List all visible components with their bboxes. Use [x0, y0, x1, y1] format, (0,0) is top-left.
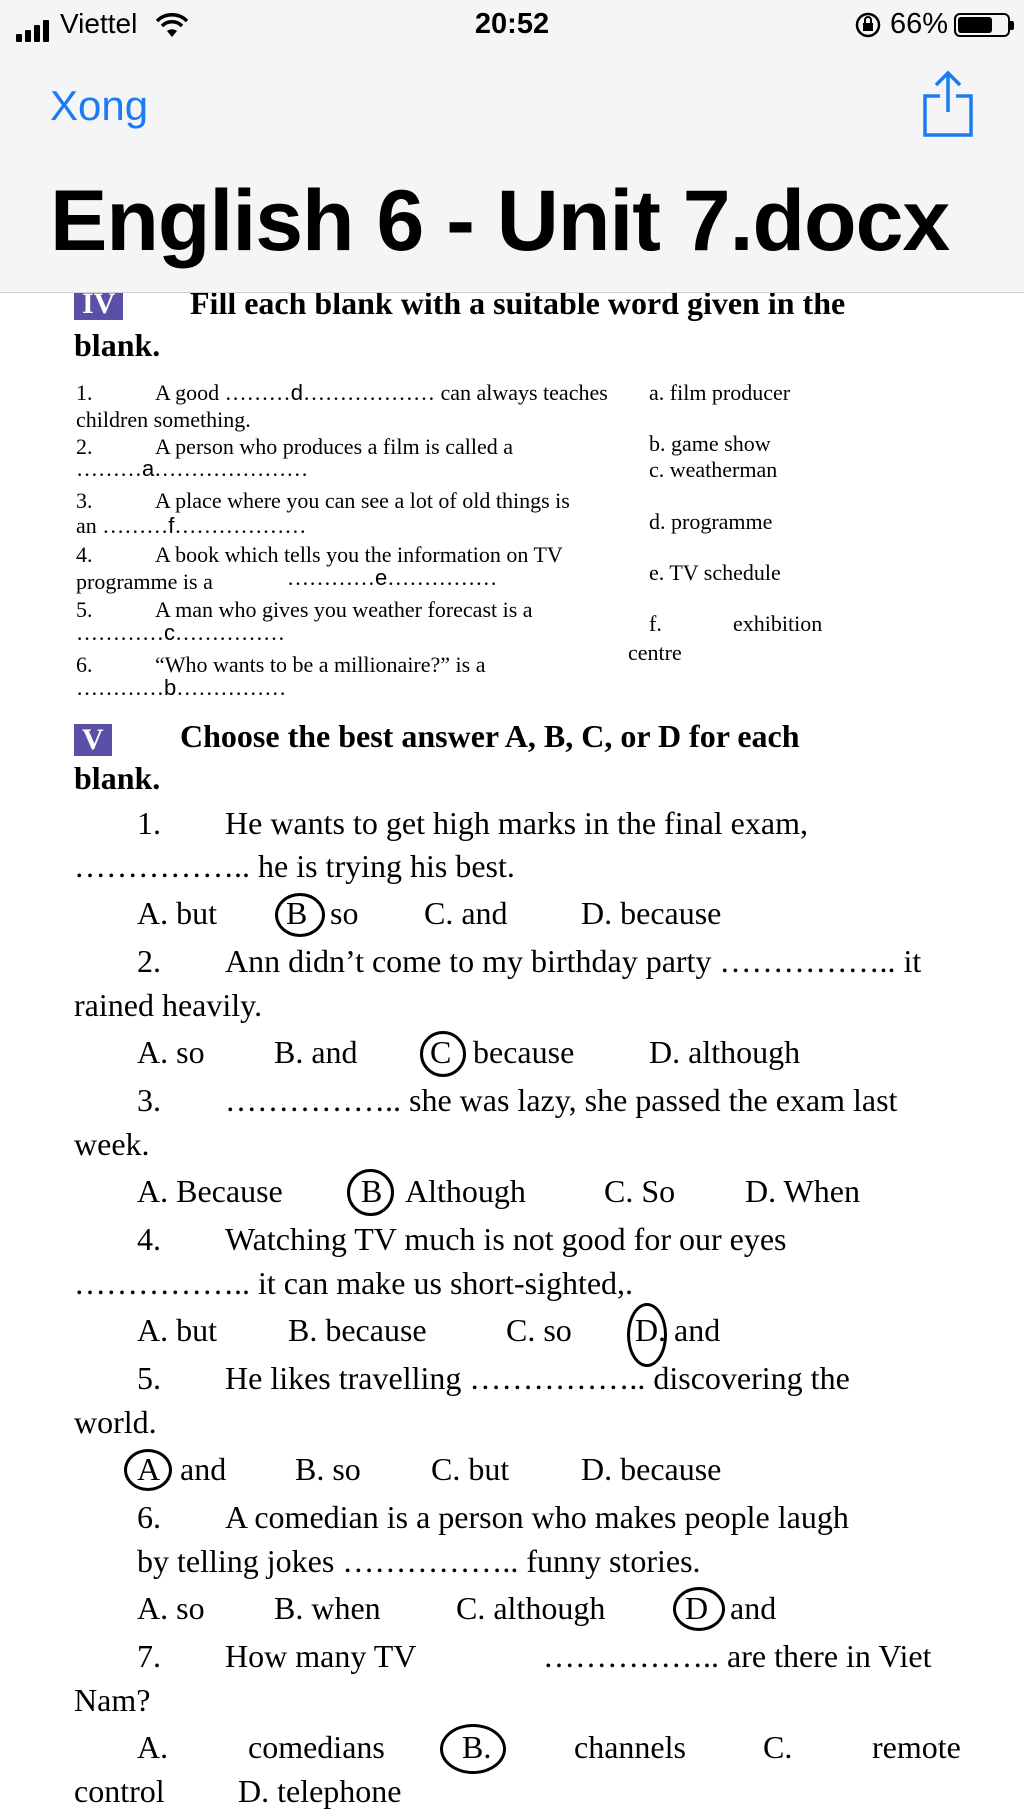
item-text: A man who gives you weather forecast is a: [155, 597, 533, 622]
option: D. because: [581, 895, 722, 931]
question-number: 1.: [137, 805, 161, 841]
question-text: …………….. are there in Viet: [543, 1638, 932, 1674]
question-text: Ann didn’t come to my birthday party …………….. it: [225, 943, 922, 979]
option: b. game show: [649, 431, 771, 456]
option: A. so: [137, 1034, 205, 1070]
option: c. weatherman: [649, 457, 778, 482]
option: D. When: [745, 1173, 860, 1209]
option: D. because: [581, 1451, 722, 1487]
item-text: A person who produces a film is called a: [155, 434, 514, 459]
answer-circle: [673, 1587, 725, 1631]
question-text: He wants to get high marks in the final exam,: [225, 805, 808, 841]
question-text: week.: [74, 1126, 150, 1162]
question-number: 2.: [137, 943, 161, 979]
option: and: [730, 1590, 777, 1626]
question-text: rained heavily.: [74, 987, 263, 1023]
item-number: 5.: [76, 597, 93, 622]
answer-circle: [440, 1724, 506, 1774]
option: and: [180, 1451, 227, 1487]
option: B. because: [288, 1312, 427, 1348]
option: channels: [574, 1729, 686, 1765]
question-number: 7.: [137, 1638, 161, 1674]
option-letter: B: [361, 1173, 383, 1209]
option-letter: D: [635, 1312, 659, 1348]
section-v-badge: V: [74, 724, 112, 756]
option-letter: C: [430, 1034, 452, 1070]
item-number: 4.: [76, 542, 93, 567]
answer-circle: [347, 1169, 394, 1216]
item-answer-line: …………e……………: [287, 565, 498, 590]
option: a. film producer: [649, 380, 791, 405]
option: Although: [405, 1173, 526, 1209]
question-text: Watching TV much is not good for our eyes: [225, 1221, 787, 1257]
option: B. so: [295, 1451, 361, 1487]
option: D. telephone: [238, 1773, 402, 1809]
status-bar: [0, 0, 1024, 52]
option: C. so: [506, 1312, 572, 1348]
item-number: 2.: [76, 434, 93, 459]
section-iv-badge: IV: [74, 293, 123, 320]
item-answer-line: …………c……………: [76, 620, 285, 645]
question-number: 3.: [137, 1082, 161, 1118]
item-number: 3.: [76, 488, 93, 513]
option: A. but: [137, 1312, 217, 1348]
question-text: A comedian is a person who makes people laugh: [225, 1499, 849, 1535]
option: f.: [649, 611, 662, 636]
item-text: programme is a: [76, 569, 213, 594]
item-text: children something.: [76, 407, 251, 432]
question-text: Nam?: [74, 1682, 151, 1718]
question-text: …………….. he is trying his best.: [74, 848, 515, 884]
answer-circle: [627, 1303, 667, 1367]
clock: 20:52: [474, 8, 550, 40]
option: A. so: [137, 1590, 205, 1626]
item-number: 1.: [76, 380, 93, 405]
done-button[interactable]: Xong: [50, 82, 149, 129]
orientation-lock-icon: [854, 11, 882, 39]
option: B. when: [274, 1590, 381, 1626]
option-letter: A: [137, 1451, 161, 1487]
question-text: world.: [74, 1404, 157, 1440]
option: C. and: [424, 895, 508, 931]
option-letter: B: [286, 895, 308, 931]
item-text: A place where you can see a lot of old things is: [155, 488, 570, 513]
answer-circle: [275, 893, 325, 937]
question-text: He likes travelling …………….. discovering the: [225, 1360, 850, 1396]
question-number: 6.: [137, 1499, 161, 1535]
option: exhibition: [733, 611, 823, 636]
option: d. programme: [649, 509, 773, 534]
answer-circle: [124, 1449, 172, 1491]
option-letter: D: [685, 1590, 709, 1626]
section-iv-heading-cont: blank.: [74, 327, 161, 363]
question-text: …………….. it can make us short-sighted,.: [74, 1265, 634, 1301]
question-text: …………….. she was lazy, she passed the exam last: [225, 1082, 898, 1118]
option: e. TV schedule: [649, 560, 781, 585]
answer-circle: [420, 1031, 466, 1077]
option: A. but: [137, 895, 217, 931]
document-content[interactable]: [0, 293, 1024, 1820]
question-number: 4.: [137, 1221, 161, 1257]
item-text: A good ………d……………… can always teaches: [155, 380, 608, 405]
option: centre: [628, 640, 682, 665]
option: D. although: [649, 1034, 801, 1070]
item-answer-line: …………b……………: [76, 675, 287, 700]
question-text: How many TV: [225, 1638, 417, 1674]
option: C. although: [456, 1590, 606, 1626]
option-letter: B.: [462, 1729, 492, 1765]
status-right: [854, 8, 1010, 41]
option: C. So: [604, 1173, 676, 1209]
item-answer-line: an ………f………………: [76, 513, 307, 538]
option: control: [74, 1773, 165, 1809]
question-text: by telling jokes …………….. funny stories.: [137, 1543, 701, 1579]
share-icon[interactable]: [922, 70, 974, 138]
item-text: A book which tells you the information on TV: [155, 542, 563, 567]
option: C. but: [431, 1451, 510, 1487]
battery-icon: [954, 13, 1010, 37]
document-title: English 6 - Unit 7.docx: [50, 173, 950, 269]
option: . and: [658, 1312, 721, 1348]
question-number: 5.: [137, 1360, 161, 1396]
section-v-heading-cont: blank.: [74, 760, 161, 796]
option: so: [330, 895, 359, 931]
battery-percent: 66%: [889, 8, 948, 40]
option: B. and: [274, 1034, 358, 1070]
carrier: Viettel: [16, 8, 189, 42]
option: A. Because: [137, 1173, 283, 1209]
item-answer-line: ………a…………………: [76, 456, 309, 481]
item-text: “Who wants to be a millionaire?” is a: [155, 652, 486, 677]
section-v-heading: Choose the best answer A, B, C, or D for each: [180, 718, 800, 754]
section-iv-heading: Fill each blank with a suitable word given in the: [190, 293, 846, 321]
option: C.: [763, 1729, 793, 1765]
option: comedians: [248, 1729, 385, 1765]
navigation-bar: [0, 52, 1024, 293]
option: A.: [137, 1729, 169, 1765]
option: because: [473, 1034, 575, 1070]
item-number: 6.: [76, 652, 93, 677]
option: remote: [872, 1729, 961, 1765]
